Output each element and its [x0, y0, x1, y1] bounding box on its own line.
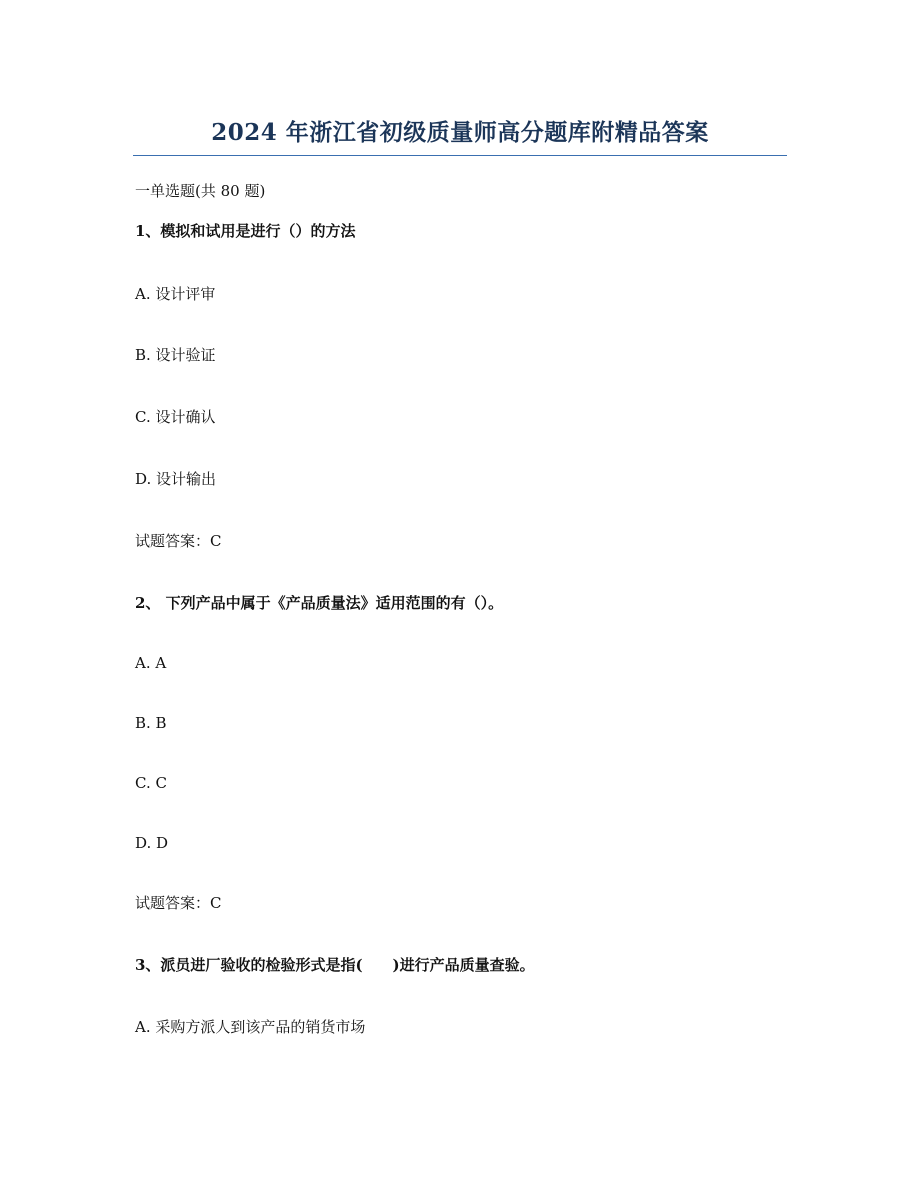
question-1-answer: 试题答案：C	[135, 532, 222, 550]
question-3-option-a: A. 采购方派人到该产品的销货市场	[135, 1018, 366, 1036]
question-1-option-a: A. 设计评审	[135, 285, 216, 303]
question-1-option-c: C. 设计确认	[135, 408, 216, 426]
question-2-option-a: A. A	[135, 654, 167, 672]
question-2-option-b: B. B	[135, 714, 167, 732]
question-2-option-c: C. C	[135, 774, 167, 792]
document-title: 2024 年浙江省初级质量师高分题库附精品答案	[211, 119, 709, 146]
section-heading: 一单选题(共 80 题)	[135, 182, 266, 200]
question-2-answer: 试题答案：C	[135, 894, 222, 912]
question-2-stem: 2、 下列产品中属于《产品质量法》适用范围的有（）。	[135, 594, 504, 612]
question-1-option-b: B. 设计验证	[135, 346, 216, 364]
question-1-stem: 1、模拟和试用是进行（）的方法	[135, 222, 356, 240]
question-2-option-d: D. D	[135, 834, 169, 852]
question-1-option-d: D. 设计输出	[135, 470, 217, 488]
title-divider	[133, 155, 787, 156]
question-3-stem: 3、派员进厂验收的检验形式是指( )进行产品质量查验。	[135, 956, 535, 974]
